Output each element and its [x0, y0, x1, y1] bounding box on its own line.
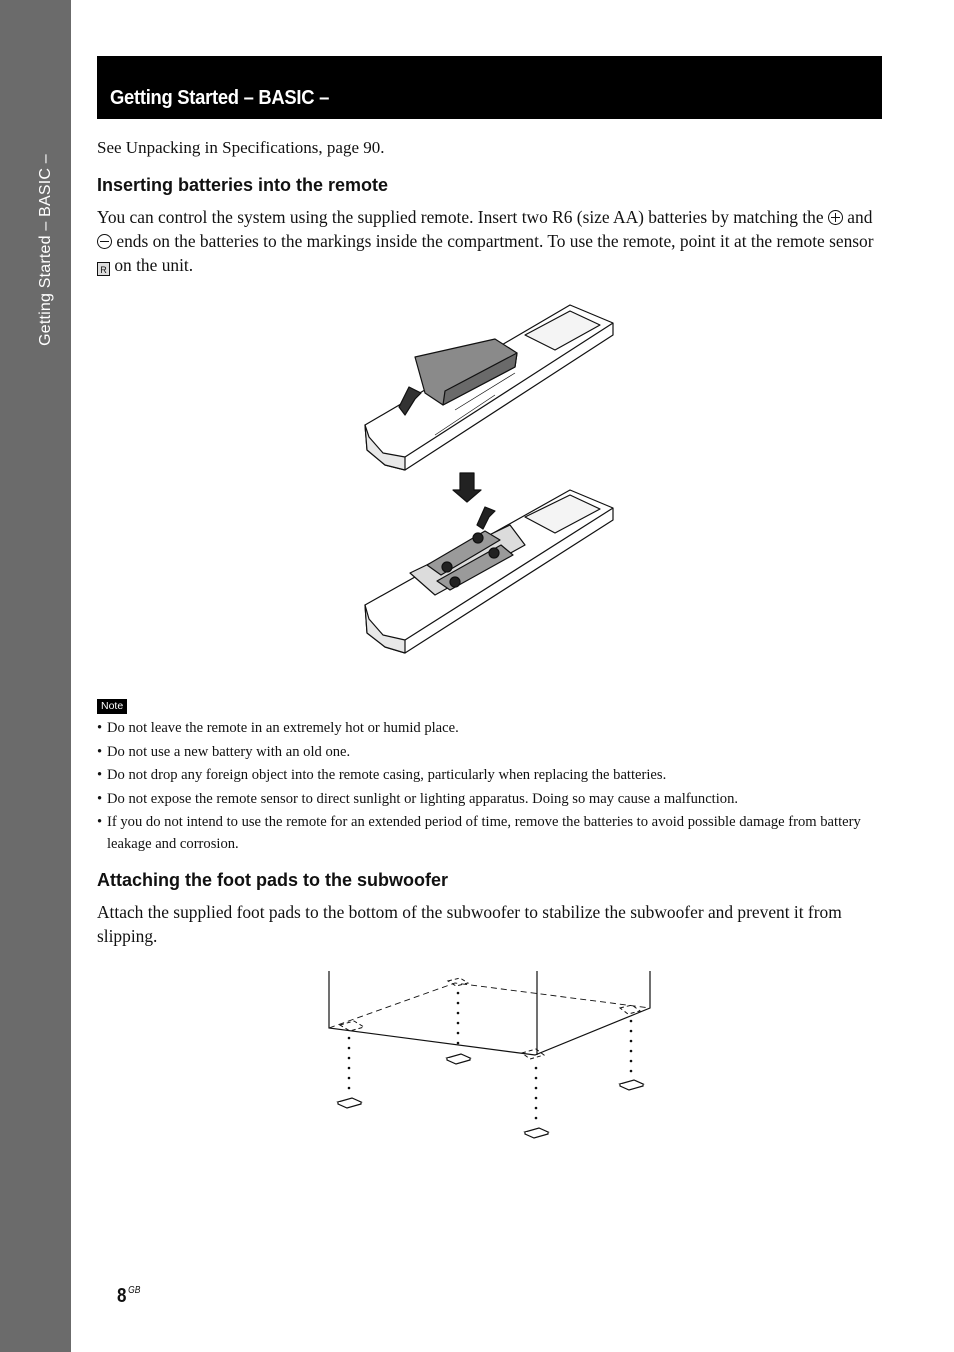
remote-battery-illustration [355, 295, 625, 675]
list-item: • Do not leave the remote in an extremely hot or humid place. [97, 717, 887, 739]
batteries-paragraph [97, 205, 887, 277]
foot-pads-heading: Attaching the foot pads to the subwoofer [97, 870, 448, 890]
section-title: Getting Started – BASIC – [110, 87, 330, 109]
batteries-para-and: and [847, 207, 873, 227]
minus-circle-icon [97, 234, 112, 249]
foot-pads-paragraph: Attach the supplied foot pads to the bottom of the subwoofer to stabilize the subwoofer and prevent it from slipping. [97, 902, 842, 946]
side-tab [0, 0, 71, 1352]
intro-text: See Unpacking in Specifications, page 90. [97, 138, 385, 157]
plus-circle-icon [828, 210, 843, 225]
subwoofer-foot-pads-illustration [320, 965, 660, 1145]
notes-list [97, 717, 887, 857]
remote-sensor-icon: R [97, 262, 110, 276]
section-header [97, 56, 882, 119]
batteries-para-part-2: ends on the batteries to the markings inside the compartment. To use the remote, point it at the remote sensor [116, 231, 874, 251]
list-item: • If you do not intend to use the remote for an extended period of time, remove the batteries to avoid possible damage from battery leakage and corrosion. [97, 811, 887, 855]
list-item: • Do not drop any foreign object into the remote casing, particularly when replacing the batteries. [97, 764, 887, 786]
batteries-heading: Inserting batteries into the remote [97, 175, 389, 195]
batteries-para-part-1: You can control the system using the supplied remote. Insert two R6 (size AA) batteries by matching the [97, 207, 824, 227]
batteries-para-part-3: on the unit. [114, 255, 194, 275]
page-number: 8 $^{GB}$ [117, 1285, 141, 1307]
side-tab-label: Getting Started – BASIC – [37, 154, 54, 346]
note-badge: Note [97, 699, 127, 714]
list-item: • Do not expose the remote sensor to direct sunlight or lighting apparatus. Doing so may cause a malfunction. [97, 788, 887, 810]
list-item: • Do not use a new battery with an old one. [97, 741, 887, 763]
